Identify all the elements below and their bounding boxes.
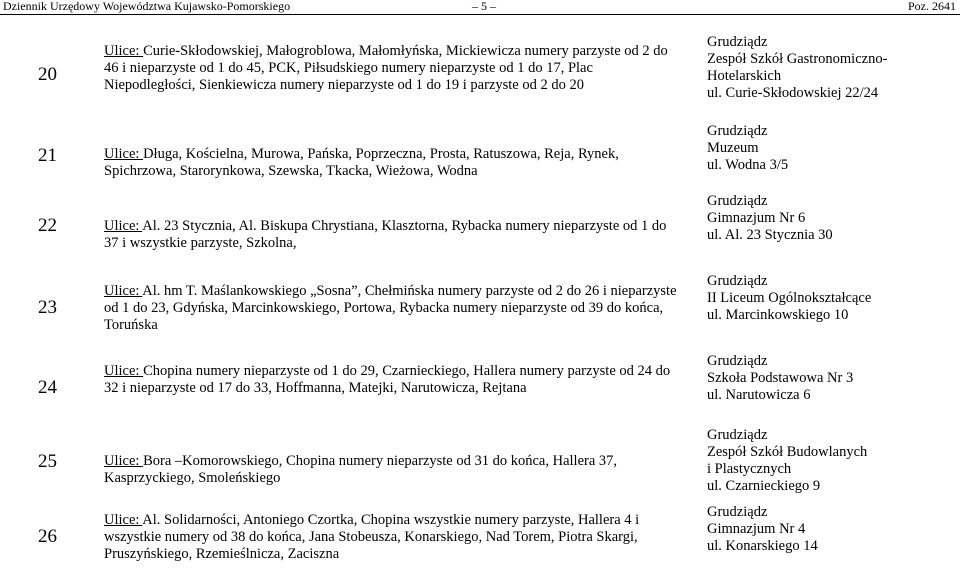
streets-prefix: Ulice:: [104, 146, 144, 162]
station-address: ul. Curie-Skłodowskiej 22/24: [707, 85, 879, 101]
district-number: 26: [38, 526, 57, 547]
station-city: Grudziądz: [707, 504, 768, 520]
district-number: 23: [38, 297, 57, 318]
polling-station: [707, 273, 952, 324]
page-header: [0, 0, 960, 15]
position-number: Poz. 2641: [908, 0, 956, 13]
polling-station: [707, 353, 952, 404]
station-address: ul. Marcinkowskiego 10: [707, 307, 849, 323]
station-name-line2: Hotelarskich: [707, 68, 782, 84]
polling-station: [707, 34, 952, 102]
station-city: Grudziądz: [707, 34, 768, 50]
district-number: 25: [38, 451, 57, 472]
polling-station: [707, 123, 952, 174]
station-name: II Liceum Ogólnokształcące: [707, 290, 872, 306]
journal-title: Dziennik Urzędowy Województwa Kujawsko-Pomorskiego: [3, 0, 291, 13]
station-name: Muzeum: [707, 140, 759, 156]
streets-prefix: Ulice:: [104, 218, 143, 234]
streets-list: [104, 146, 684, 180]
station-name: Szkoła Podstawowa Nr 3: [707, 370, 854, 386]
district-number: 21: [38, 145, 57, 166]
streets-text: Chopina numery nieparzyste od 1 do 29, Czarnieckiego, Hallera numery parzyste od 24 do 32 i nieparzyste od 17 do 33, Hoffmanna, Matejki, Narutowicza, Rejtana: [104, 363, 671, 396]
station-address: ul. Konarskiego 14: [707, 538, 818, 554]
district-number: 24: [38, 377, 57, 398]
streets-list: [104, 363, 684, 397]
station-city: Grudziądz: [707, 427, 768, 443]
streets-list: [104, 512, 684, 563]
streets-list: [104, 218, 684, 252]
polling-station: [707, 193, 952, 244]
streets-text: Curie-Skłodowskiej, Małogroblowa, Małomłyńska, Mickiewicza numery parzyste od 2 do 46 i nieparzyste od 1 do 45, PCK, Piłsudskiego numery nieparzyste od 1 do 17, Plac Niepodległości, Sienkiewicza numery nieparzyste od 1 do 19 i parzyste od 2 do 20: [104, 43, 668, 93]
streets-text: Al. hm T. Maślankowskiego „Sosna”, Chełmińska numery parzyste od 2 do 26 i nieparzyste od 1 do 23, Gdyńska, Marcinkowskiego, Portowa, Rybacka numery nieparzyste od 39 do końca, Toruńska: [104, 283, 677, 333]
station-city: Grudziądz: [707, 193, 768, 209]
streets-prefix: Ulice:: [104, 283, 143, 299]
streets-prefix: Ulice:: [104, 512, 143, 528]
station-name-line2: i Plastycznych: [707, 461, 792, 477]
station-name-line1: Zespół Szkół Gastronomiczno-: [707, 51, 888, 67]
streets-text: Al. Solidarności, Antoniego Czortka, Chopina wszystkie numery parzyste, Hallera 4 i wszystkie numery od 38 do końca, Jana Stobeusza, Konarskiego, Nad Torem, Piotra Skargi, Pruszyńskiego, Rzemieślnicza, Zaciszna: [104, 512, 640, 562]
streets-prefix: Ulice:: [104, 43, 144, 59]
streets-list: [104, 453, 684, 487]
station-name: Gimnazjum Nr 6: [707, 210, 806, 226]
station-address: ul. Al. 23 Stycznia 30: [707, 227, 833, 243]
page-number: – 5 –: [472, 0, 496, 13]
station-name-line1: Zespół Szkół Budowlanych: [707, 444, 868, 460]
streets-list: [104, 283, 684, 334]
polling-station: [707, 504, 952, 555]
streets-text: Al. 23 Stycznia, Al. Biskupa Chrystiana, Klasztorna, Rybacka numery nieparzyste od 1 do 37 i wszystkie parzyste, Szkolna,: [104, 218, 667, 251]
streets-prefix: Ulice:: [104, 363, 144, 379]
station-city: Grudziądz: [707, 353, 768, 369]
station-address: ul. Czarnieckiego 9: [707, 478, 821, 494]
station-city: Grudziądz: [707, 123, 768, 139]
streets-text: Bora –Komorowskiego, Chopina numery nieparzyste od 31 do końca, Hallera 37, Kasprzyckiego, Smoleńskiego: [104, 453, 618, 486]
station-name: Gimnazjum Nr 4: [707, 521, 806, 537]
station-address: ul. Narutowicza 6: [707, 387, 811, 403]
station-city: Grudziądz: [707, 273, 768, 289]
streets-list: [104, 43, 684, 94]
polling-station: [707, 427, 952, 495]
district-number: 20: [38, 64, 57, 85]
district-number: 22: [38, 215, 57, 236]
streets-prefix: Ulice:: [104, 453, 144, 469]
station-address: ul. Wodna 3/5: [707, 157, 789, 173]
streets-text: Długa, Kościelna, Murowa, Pańska, Poprzeczna, Prosta, Ratuszowa, Reja, Rynek, Spichrzowa, Starorynkowa, Szewska, Tkacka, Wieżowa, Wodna: [104, 146, 619, 179]
